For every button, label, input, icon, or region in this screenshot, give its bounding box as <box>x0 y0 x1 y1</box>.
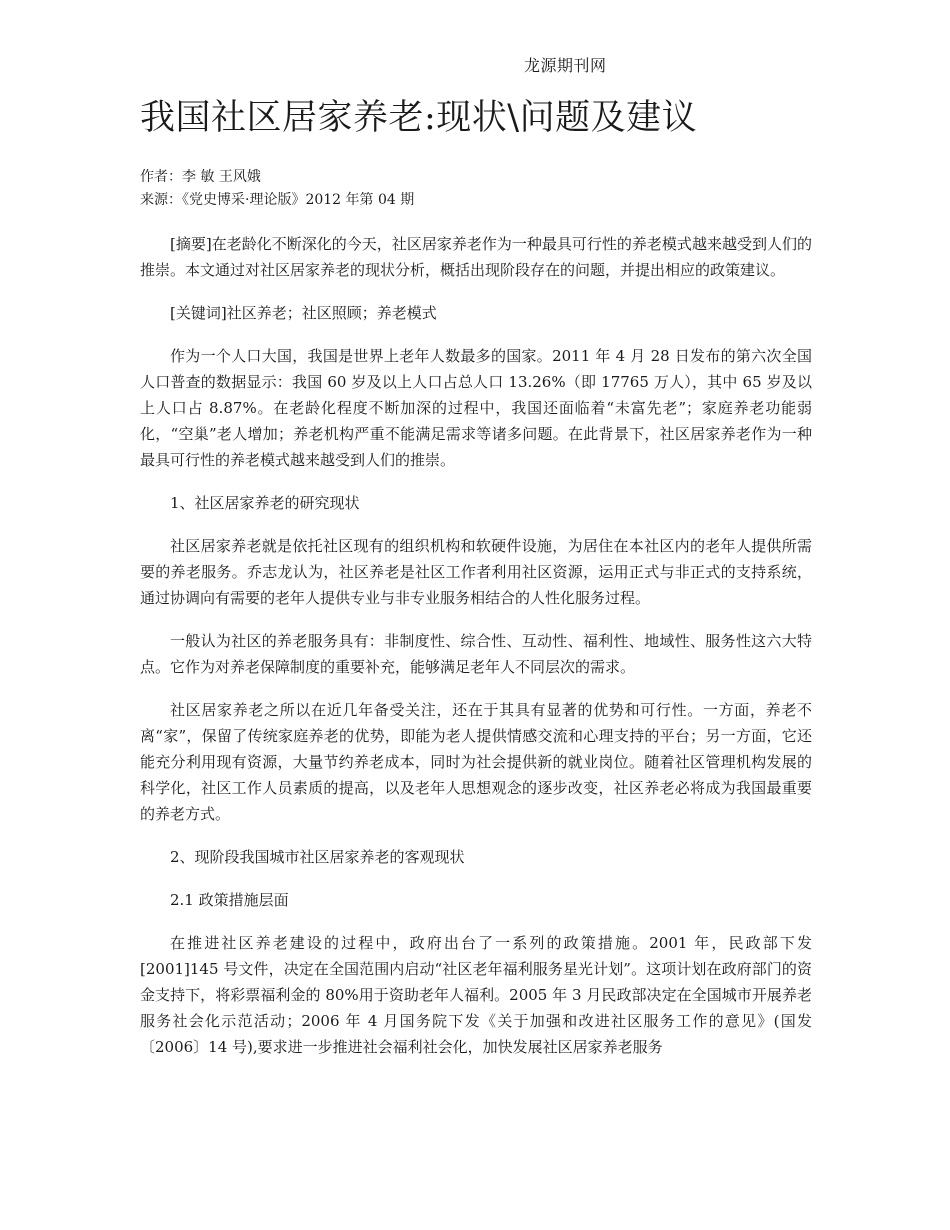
intro-paragraph: 作为一个人口大国，我国是世界上老年人数最多的国家。2011 年 4 月 28 日发布的第六次全国人口普查的数据显示：我国 60 岁及以上人口占总人口 13.26%（即 17765 万人），其中 65 岁及以上人口占 8.87%。在老龄化程度不断加深的过程中，我国还面临着“未富先老”；家庭养老功能弱化，“空巢”老人增加；养老机构严重不能满足需求等诸多问题。在此背景下，社区居家养老作为一种最具可行性的养老模式越来越受到人们的推崇。 <box>140 347 812 469</box>
author-line: 作者：李 敏 王风娥 <box>140 169 261 185</box>
body-paragraph: 一般认为社区的养老服务具有：非制度性、综合性、互动性、福利性、地域性、服务性这六大特点。它作为对养老保障制度的重要补充，能够满足老年人不同层次的需求。 <box>140 632 812 676</box>
article-title: 我国社区居家养老:现状\问题及建议 <box>140 98 698 138</box>
body-paragraph: 社区居家养老就是依托社区现有的组织机构和软硬件设施，为居住在本社区内的老年人提供所需要的养老服务。乔志龙认为，社区养老是社区工作者利用社区资源，运用正式与非正式的支持系统，通过协调向有需要的老年人提供专业与非专业服务相结合的人性化服务过程。 <box>140 537 812 607</box>
body-paragraph: 社区居家养老之所以在近几年备受关注，还在于其具有显著的优势和可行性。一方面，养老不离“家”，保留了传统家庭养老的优势，即能为老人提供情感交流和心理支持的平台；另一方面，它还能充分利用现有资源，大量节约养老成本，同时为社会提供新的就业岗位。随着社区管理机构发展的科学化，社区工作人员素质的提高，以及老年人思想观念的逐步改变，社区养老必将成为我国最重要的养老方式。 <box>140 701 812 823</box>
body-paragraph: 在推进社区养老建设的过程中，政府出台了一系列的政策措施。2001 年，民政部下发[2001]145 号文件，决定在全国范围内启动“社区老年福利服务星光计划”。这项计划在政府部门的资金支持下，将彩票福利金的 80%用于资助老年人福利。2005 年 3 月民政部决定在全国城市开展养老服务社会化示范活动；2006 年 4 月国务院下发《关于加强和改进社区服务工作的意见》(国发〔2006〕14 号),要求进一步推进社会福利社会化，加快发展社区居家养老服务 <box>140 934 812 1056</box>
section-heading-1: 1、社区居家养老的研究现状 <box>170 494 360 512</box>
abstract-paragraph: [摘要]在老龄化不断深化的今天，社区居家养老作为一种最具可行性的养老模式越来越受到人们的推崇。本文通过对社区居家养老的现状分析，概括出现阶段存在的问题，并提出相应的政策建议。 <box>140 235 812 279</box>
source-line: 来源：《党史博采·理论版》2012 年第 04 期 <box>140 192 415 208</box>
section-heading-2: 2、现阶段我国城市社区居家养老的客观现状 <box>170 848 465 866</box>
article-body <box>140 231 812 1060</box>
site-name: 龙源期刊网 <box>524 56 607 75</box>
article-meta <box>140 166 414 212</box>
keywords-paragraph: [关键词]社区养老；社区照顾；养老模式 <box>170 304 437 322</box>
subsection-heading-2-1: 2.1 政策措施层面 <box>170 891 289 909</box>
